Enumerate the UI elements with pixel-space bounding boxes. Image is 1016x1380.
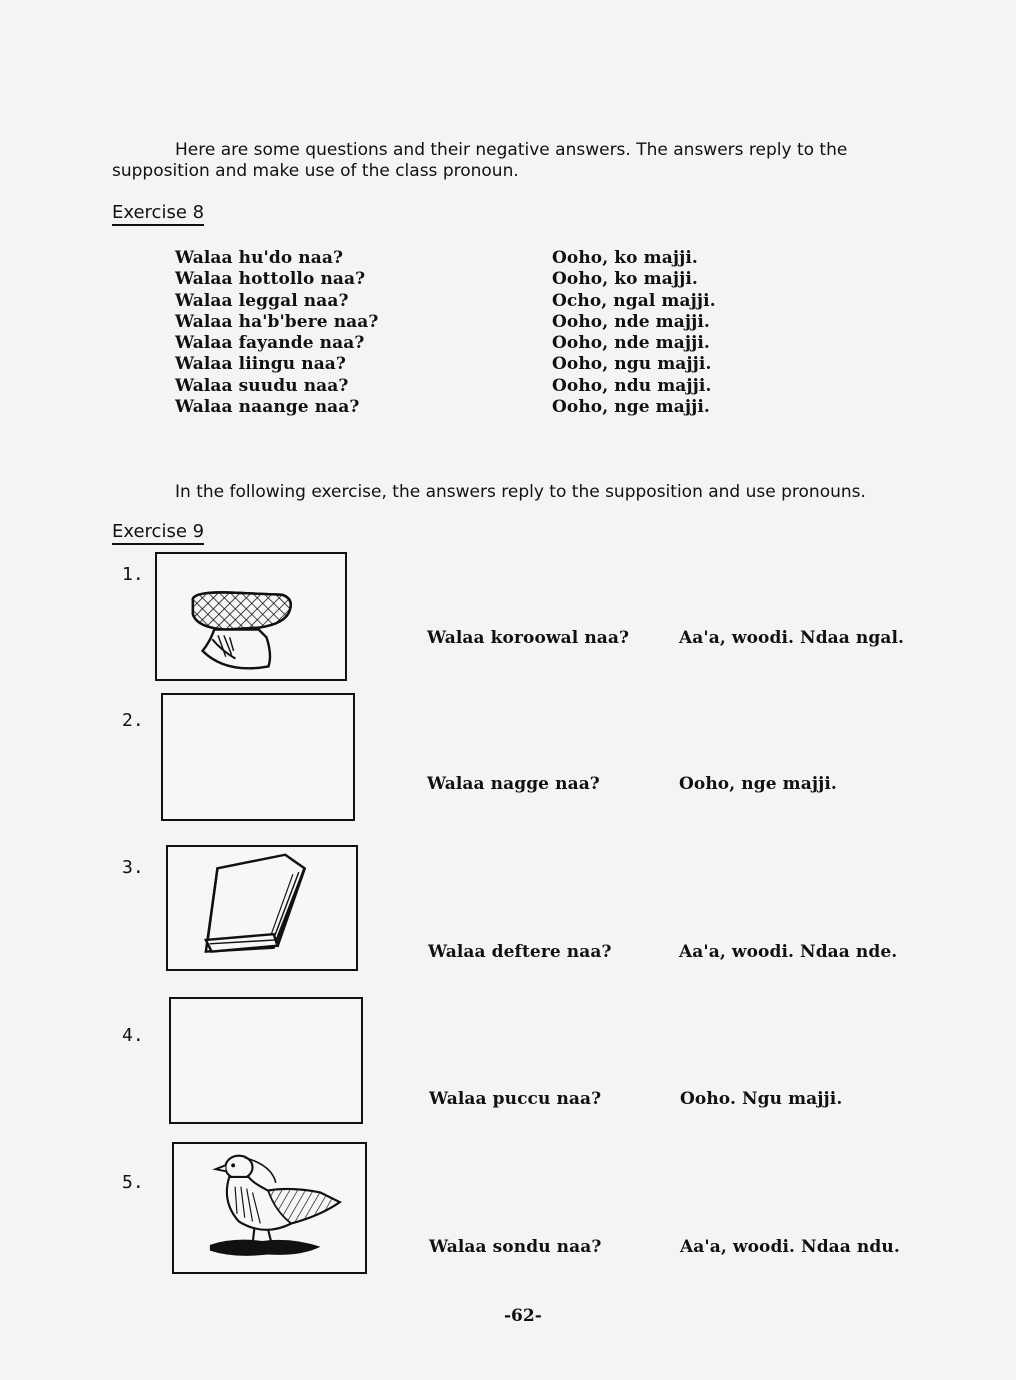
second-paragraph: In the following exercise, the answers reply to the supposition and use pronouns. — [175, 482, 866, 502]
item-question: Walaa nagge naa? — [427, 774, 600, 794]
page-number: -62- — [504, 1306, 542, 1326]
exercise-8-answers — [552, 248, 716, 418]
exercise-9-heading: Exercise 9 — [112, 521, 204, 545]
question-item: Walaa leggal naa? — [175, 290, 349, 311]
picture-box — [161, 693, 355, 821]
question-item: Walaa liingu naa? — [175, 354, 346, 375]
exercise-8-questions — [175, 248, 378, 418]
book-icon — [168, 847, 356, 969]
item-answer: Ooho, nge majji. — [679, 774, 837, 794]
item-question: Walaa puccu naa? — [429, 1089, 602, 1109]
question-item: Walaa naange naa? — [175, 397, 360, 418]
item-number: 5. — [122, 1172, 144, 1193]
exercise-8-heading: Exercise 8 — [112, 202, 204, 226]
answer-item: Ooho, ngu majji. — [552, 354, 712, 375]
answer-item: Ocho, ngal majji. — [552, 290, 716, 311]
item-number: 3. — [122, 857, 144, 878]
picture-box — [166, 845, 358, 971]
item-answer: Aa'a, woodi. Ndaa nde. — [679, 942, 898, 962]
picture-box — [155, 552, 347, 681]
item-question: Walaa sondu naa? — [429, 1237, 602, 1257]
item-number: 2. — [122, 710, 144, 731]
item-answer: Ooho. Ngu majji. — [680, 1089, 843, 1109]
answer-item: Ooho, nde majji. — [552, 333, 710, 354]
stool-icon — [157, 554, 345, 679]
answer-item: Ooho, nge majji. — [552, 397, 710, 418]
question-item: Walaa hottollo naa? — [175, 269, 366, 290]
picture-box — [172, 1142, 367, 1274]
question-item: Walaa suudu naa? — [175, 375, 349, 396]
answer-item: Ooho, nde majji. — [552, 311, 710, 332]
item-question: Walaa deftere naa? — [428, 942, 612, 962]
answer-item: Ooho, ko majji. — [552, 269, 698, 290]
item-number: 1. — [122, 564, 144, 585]
answer-item: Ooho, ko majji. — [552, 248, 698, 268]
question-item: Walaa hu'do naa? — [175, 248, 344, 268]
question-item: Walaa ha'b'bere naa? — [175, 311, 379, 332]
answer-item: Ooho, ndu majji. — [552, 375, 712, 396]
item-answer: Aa'a, woodi. Ndaa ndu. — [680, 1237, 900, 1257]
item-question: Walaa koroowal naa? — [427, 628, 630, 648]
intro-line-2: supposition and make use of the class pronoun. — [112, 161, 519, 181]
item-answer: Aa'a, woodi. Ndaa ngal. — [679, 628, 905, 648]
bird-icon — [174, 1144, 365, 1272]
question-item: Walaa fayande naa? — [175, 333, 365, 354]
picture-box — [169, 997, 363, 1124]
intro-line-1: Here are some questions and their negative answers. The answers reply to the — [175, 140, 848, 160]
item-number: 4. — [122, 1025, 144, 1046]
